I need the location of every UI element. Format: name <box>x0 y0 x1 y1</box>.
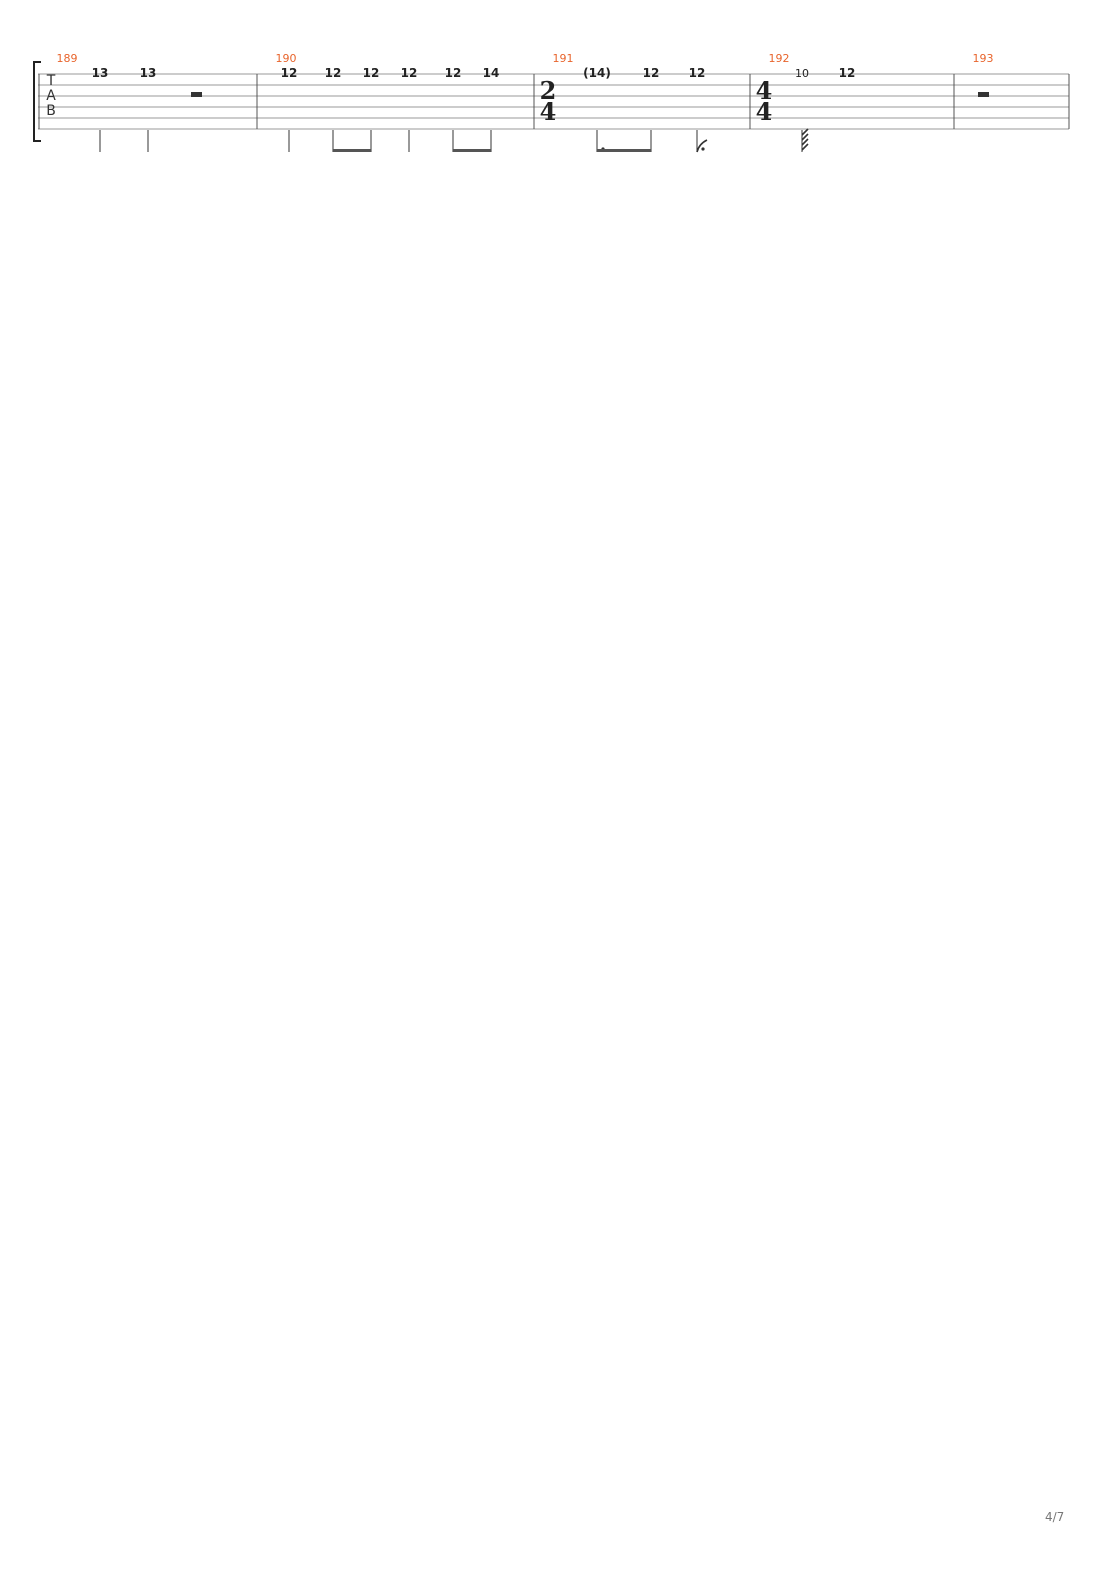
fret-number: 10 <box>795 67 809 80</box>
tab-clef-letter: A <box>46 88 56 104</box>
measure-number: 189 <box>56 52 78 65</box>
time-signature-bottom: 4 <box>539 97 557 126</box>
time-signature-top: 2 <box>539 76 557 105</box>
half-rest <box>978 92 989 97</box>
fret-number: 12 <box>280 66 298 80</box>
fret-number: (14) <box>583 66 611 80</box>
fret-number: 12 <box>400 66 418 80</box>
fret-number: 12 <box>688 66 706 80</box>
fret-number: 12 <box>362 66 380 80</box>
fret-number: 12 <box>838 66 856 80</box>
beam <box>333 149 371 152</box>
measure-number: 190 <box>275 52 297 65</box>
tab-clef-letter: T <box>46 73 56 89</box>
page-number: 4/7 <box>1045 1510 1065 1524</box>
measure-number: 192 <box>768 52 790 65</box>
fret-number: 12 <box>444 66 462 80</box>
fret-number: 14 <box>482 66 500 80</box>
augmentation-dot <box>701 147 704 150</box>
fret-number: 12 <box>642 66 660 80</box>
measure-number: 193 <box>972 52 994 65</box>
tab-clef-letter: B <box>46 103 56 119</box>
fret-number: 13 <box>139 66 157 80</box>
fret-number: 13 <box>91 66 109 80</box>
half-rest <box>191 92 202 97</box>
time-signature-top: 4 <box>755 76 773 105</box>
beam <box>453 149 491 152</box>
beam <box>597 149 651 152</box>
fret-number: 12 <box>324 66 342 80</box>
measure-number: 191 <box>552 52 574 65</box>
tab-staff <box>34 52 1069 152</box>
time-signature-bottom: 4 <box>755 97 773 126</box>
